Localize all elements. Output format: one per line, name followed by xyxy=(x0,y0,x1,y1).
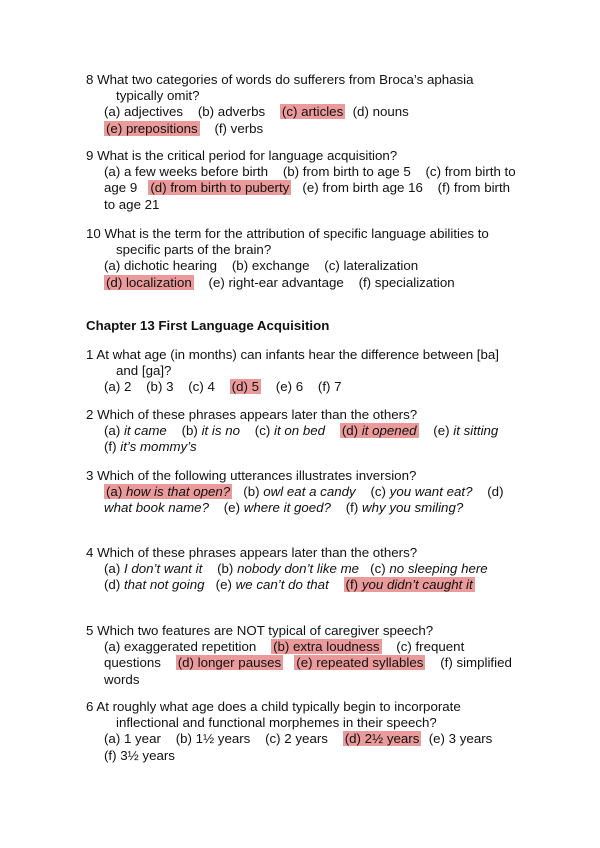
option-f: (f) verbs xyxy=(214,120,264,136)
option-text: it opened xyxy=(361,423,417,439)
option-d-highlighted: (d) localization xyxy=(106,274,192,290)
option-letter: (b) xyxy=(243,484,260,500)
option-letter: (e) xyxy=(215,577,232,593)
option-letter: (c) xyxy=(254,423,271,439)
answer-options xyxy=(86,484,518,516)
option-c xyxy=(370,561,488,576)
option-a-highlighted xyxy=(104,484,232,499)
option-b: (b) 1½ years xyxy=(175,731,251,747)
option-a: (a) adjectives xyxy=(104,104,184,120)
question-stem: 6 At roughly what age does a child typically begin to incorporate inflectional and functional morphemes in their speech? xyxy=(86,699,461,731)
answer-options xyxy=(86,561,518,593)
option-b: (b) 3 xyxy=(146,379,174,395)
option-c: (c) 2 years xyxy=(265,731,328,747)
question-8 xyxy=(86,72,518,137)
option-c: (c) 4 xyxy=(188,379,215,395)
option-text: you want eat? xyxy=(389,484,473,500)
option-d: (d) nouns xyxy=(352,104,409,120)
option-text: no sleeping here xyxy=(389,561,488,577)
option-e-highlighted: (e) repeated syllables xyxy=(296,655,424,671)
option-letter: (a) xyxy=(106,484,123,500)
option-text: it came xyxy=(123,423,167,439)
option-c xyxy=(370,484,472,499)
answer-options xyxy=(86,731,518,763)
option-text: it sitting xyxy=(453,423,499,439)
option-text: nobody don’t like me xyxy=(237,561,360,577)
option-text: owl eat a candy xyxy=(263,484,356,500)
chapter-question-3 xyxy=(86,468,518,517)
option-e: (e) 3 years xyxy=(428,731,493,747)
option-letter: (a) xyxy=(104,423,121,439)
option-f: (f) simplified words xyxy=(104,655,512,687)
option-b xyxy=(243,484,355,499)
option-c: (c) from birth to age 9 xyxy=(104,164,516,196)
option-d-highlighted xyxy=(340,423,419,438)
option-f: (f) from birth to age 21 xyxy=(104,180,511,212)
option-letter: (c) xyxy=(370,484,386,500)
option-f xyxy=(104,439,197,454)
option-e xyxy=(224,500,331,515)
option-d-highlighted: (d) from birth to puberty xyxy=(150,180,290,196)
option-f xyxy=(346,500,464,515)
option-b: (b) adverbs xyxy=(197,104,266,120)
option-b: (b) from birth to age 5 xyxy=(282,164,411,180)
option-e xyxy=(216,577,329,592)
question-stem: 2 Which of these phrases appears later than the others? xyxy=(86,407,418,422)
option-a: (a) 1 year xyxy=(104,731,161,747)
option-b xyxy=(182,423,240,438)
option-e: (e) from birth age 16 xyxy=(302,180,423,196)
option-d-highlighted: (d) 2½ years xyxy=(344,731,420,747)
option-a: (a) a few weeks before birth xyxy=(104,164,269,180)
option-e: (e) right-ear advantage xyxy=(208,274,344,290)
question-stem: 5 Which two features are NOT typical of caregiver speech? xyxy=(86,623,434,638)
option-letter: (d) xyxy=(341,423,359,439)
question-stem: 3 Which of the following utterances illustrates inversion? xyxy=(86,468,417,483)
option-c: (c) frequent questions xyxy=(104,639,465,671)
option-letter: (b) xyxy=(181,423,198,439)
option-letter: (c) xyxy=(370,561,386,577)
option-text: how is that open? xyxy=(125,484,231,500)
question-10 xyxy=(86,226,518,291)
option-c-highlighted: (c) articles xyxy=(281,104,344,120)
question-stem: 4 Which of these phrases appears later than the others? xyxy=(86,545,418,560)
option-letter: (f) xyxy=(345,577,359,593)
option-text: it on bed xyxy=(274,423,326,439)
option-c: (c) lateralization xyxy=(324,258,419,274)
answer-options xyxy=(86,639,518,688)
answer-options xyxy=(86,379,518,395)
option-d xyxy=(104,577,205,592)
option-text: why you smiling? xyxy=(362,500,464,516)
option-b: (b) exchange xyxy=(231,258,310,274)
option-letter: (a) xyxy=(104,561,121,577)
question-stem: 10 What is the term for the attribution of specific language abilities to specific parts of the brain? xyxy=(86,226,489,258)
option-text: it’s mommy’s xyxy=(120,439,197,455)
option-letter: (d) xyxy=(487,484,504,500)
option-text: what book name? xyxy=(104,500,209,516)
option-d-highlighted: (d) 5 xyxy=(231,379,259,395)
option-text: I don’t want it xyxy=(123,561,203,577)
option-d-highlighted: (d) longer pauses xyxy=(177,655,282,671)
chapter-question-5 xyxy=(86,623,518,688)
question-stem: 1 At what age (in months) can infants hear the difference between [ba] and [ga]? xyxy=(86,347,499,379)
option-a xyxy=(104,423,167,438)
option-b-highlighted: (b) extra loudness xyxy=(273,639,380,655)
option-letter: (e) xyxy=(223,500,241,516)
option-letter: (e) xyxy=(433,423,450,439)
option-f: (f) specialization xyxy=(358,274,455,290)
option-text: that not going xyxy=(123,577,205,593)
option-e-highlighted: (e) prepositions xyxy=(106,120,198,136)
answer-options xyxy=(86,164,518,213)
answer-options xyxy=(86,423,518,455)
answer-options xyxy=(86,104,518,136)
option-b xyxy=(217,561,359,576)
option-f: (f) 7 xyxy=(317,379,342,395)
option-letter: (d) xyxy=(104,577,121,593)
option-text: where it goed? xyxy=(243,500,331,516)
option-f-highlighted xyxy=(344,577,475,592)
option-e: (e) 6 xyxy=(275,379,304,395)
option-f: (f) 3½ years xyxy=(104,747,175,763)
question-stem: 8 What two categories of words do sufferers from Broca’s aphasia typically omit? xyxy=(86,72,474,104)
option-text: you didn’t caught it xyxy=(361,577,473,593)
option-letter: (b) xyxy=(217,561,234,577)
option-a: (a) dichotic hearing xyxy=(104,258,218,274)
option-a xyxy=(104,561,202,576)
chapter-question-6 xyxy=(86,699,518,764)
question-stem: 9 What is the critical period for language acquisition? xyxy=(86,148,398,163)
option-a: (a) exaggerated repetition xyxy=(104,639,257,655)
option-letter: (f) xyxy=(345,500,359,516)
option-text: we can’t do that xyxy=(235,577,329,593)
option-a: (a) 2 xyxy=(104,379,132,395)
option-text: it is no xyxy=(201,423,241,439)
answer-options xyxy=(86,258,518,290)
option-e xyxy=(433,423,498,438)
chapter-question-4 xyxy=(86,545,518,594)
chapter-heading: Chapter 13 First Language Acquisition xyxy=(86,318,330,333)
question-9 xyxy=(86,148,518,213)
chapter-question-1 xyxy=(86,347,518,396)
option-c xyxy=(255,423,325,438)
chapter-question-2 xyxy=(86,407,518,456)
option-letter: (f) xyxy=(104,439,117,455)
